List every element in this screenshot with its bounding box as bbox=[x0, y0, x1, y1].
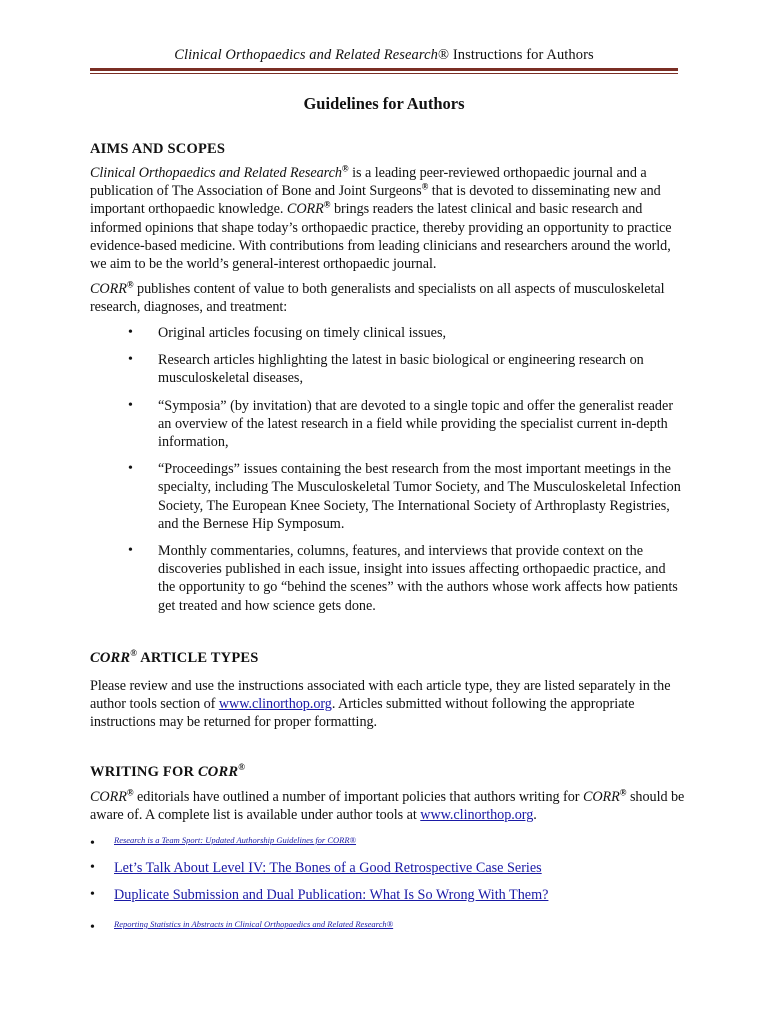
editorial-link-level-iv[interactable]: Let’s Talk About Level IV: The Bones of a Good Retrospective Case Series bbox=[114, 860, 542, 876]
scope-bullet-list bbox=[90, 324, 686, 615]
reg-mark: ® bbox=[421, 181, 429, 192]
writing-text-c: . bbox=[533, 807, 537, 824]
writing-heading bbox=[90, 763, 245, 781]
list-item bbox=[90, 830, 357, 851]
header-reg-mark: ® bbox=[438, 47, 450, 63]
reg-mark: ® bbox=[126, 787, 134, 798]
page-title: Guidelines for Authors bbox=[303, 94, 465, 113]
reg-mark: ® bbox=[130, 648, 138, 659]
bullet-icon: • bbox=[128, 352, 133, 368]
reg-mark: ® bbox=[323, 199, 331, 210]
aims-p2-text: publishes content of value to both generalists and specialists on all aspects of musculoskeletal research, diagnoses, and treatment: bbox=[90, 281, 665, 316]
writing-text-b: should be aware of. A complete list is available under author tools at bbox=[90, 789, 685, 824]
corr-abbrev: CORR bbox=[90, 789, 127, 805]
running-header bbox=[90, 46, 678, 64]
corr-abbrev: CORR bbox=[286, 201, 324, 218]
reg-mark: ® bbox=[126, 279, 134, 290]
header-rule-thin bbox=[90, 73, 678, 74]
corr-abbrev: CORR bbox=[582, 789, 620, 805]
bullet-icon: • bbox=[128, 543, 133, 559]
list-item bbox=[90, 886, 548, 904]
bullet-icon: • bbox=[90, 836, 95, 851]
journal-name: Clinical Orthopaedics and Related Research bbox=[90, 165, 342, 181]
aims-text-c: brings readers the latest clinical and basic research and informed opinions that shape today’s orthopaedic practice, thereby providing an opportunity to practice evidence-based medicine. With contributions from leading clinicians and researchers around the world, we aim to be the world’s general-interest orthopaedic journal. bbox=[90, 201, 672, 273]
writing-text-a: editorials have outlined a number of important policies that authors writing for bbox=[133, 789, 583, 805]
aims-heading: AIMS AND SCOPES bbox=[90, 141, 226, 157]
list-item bbox=[90, 324, 686, 342]
bullet-icon: • bbox=[90, 860, 95, 875]
header-rest: Instructions for Authors bbox=[449, 47, 594, 63]
aims-paragraph-1 bbox=[90, 164, 686, 273]
reg-mark: ® bbox=[341, 163, 349, 174]
list-item-text: Monthly commentaries, columns, features, and interviews that provide context on the discoveries published in each issue, insight into issues affecting orthopaedic practice, and the opportunity to go “behind the scenes” with the authors whose work affects how patients get treated and how science gets done. bbox=[158, 543, 678, 614]
list-item-text: “Proceedings” issues containing the best research from the most important meetings in the specialty, including The Musculoskeletal Tumor Society, and The Musculoskeletal Infection Society, The European Knee Society, The International Society of Arthroplasty Registries, and the Bernese Hip Symposum. bbox=[158, 461, 681, 532]
heading-rest: ARTICLE TYPES bbox=[137, 650, 259, 666]
list-item bbox=[90, 397, 686, 452]
list-item-text: Original articles focusing on timely clinical issues, bbox=[158, 325, 447, 341]
clinorthop-link[interactable]: www.clinorthop.org bbox=[420, 807, 534, 824]
list-item bbox=[90, 351, 686, 387]
corr-abbrev: CORR bbox=[197, 764, 239, 780]
types-text-a: Please review and use the instructions associated with each article type, they are listed separately in the author tools section of bbox=[90, 678, 671, 713]
aims-paragraph-2 bbox=[90, 280, 686, 316]
corr-abbrev: CORR bbox=[90, 281, 127, 297]
types-text-b: . Articles submitted without following the appropriate instructions may be returned for proper formatting. bbox=[90, 696, 635, 731]
header-journal-name: Clinical Orthopaedics and Related Research bbox=[174, 47, 438, 63]
bullet-icon: • bbox=[128, 461, 133, 477]
reg-mark: ® bbox=[619, 787, 627, 798]
writing-paragraph bbox=[90, 788, 686, 824]
reg-mark: ® bbox=[238, 762, 246, 773]
article-types-paragraph bbox=[90, 677, 686, 732]
list-item bbox=[90, 460, 686, 533]
list-item-text: “Symposia” (by invitation) that are devoted to a single topic and offer the generalist reader an overview of the latest research in a field while providing the specialist current in-depth information, bbox=[158, 397, 674, 451]
bullet-icon: • bbox=[90, 920, 95, 935]
bullet-icon: • bbox=[128, 397, 133, 413]
editorial-link-duplicate-submission[interactable]: Duplicate Submission and Dual Publication: What Is So Wrong With Them? bbox=[114, 887, 549, 903]
bullet-icon: • bbox=[90, 887, 95, 902]
list-item bbox=[90, 859, 542, 877]
editorial-link-authorship[interactable]: Research is a Team Sport: Updated Authorship Guidelines for CORR® bbox=[114, 835, 357, 845]
list-item bbox=[90, 914, 394, 935]
header-rule-thick bbox=[90, 68, 678, 71]
article-types-heading bbox=[90, 649, 259, 667]
clinorthop-link[interactable]: www.clinorthop.org bbox=[218, 696, 332, 713]
aims-text-b: that is devoted to disseminating new and important orthopaedic knowledge. bbox=[90, 183, 661, 218]
bullet-icon: • bbox=[128, 325, 133, 340]
editorial-link-reporting-statistics[interactable]: Reporting Statistics in Abstracts in Clinical Orthopaedics and Related Research® bbox=[114, 919, 394, 929]
corr-abbrev: CORR bbox=[90, 650, 131, 666]
aims-text-a: is a leading peer-reviewed orthopaedic journal and a publication of The Association of Bone and Joint Surgeons bbox=[90, 165, 647, 200]
list-item-text: Research articles highlighting the latest in basic biological or engineering research on musculoskeletal diseases, bbox=[158, 352, 644, 387]
heading-text: WRITING FOR bbox=[90, 764, 198, 780]
list-item bbox=[90, 542, 686, 615]
